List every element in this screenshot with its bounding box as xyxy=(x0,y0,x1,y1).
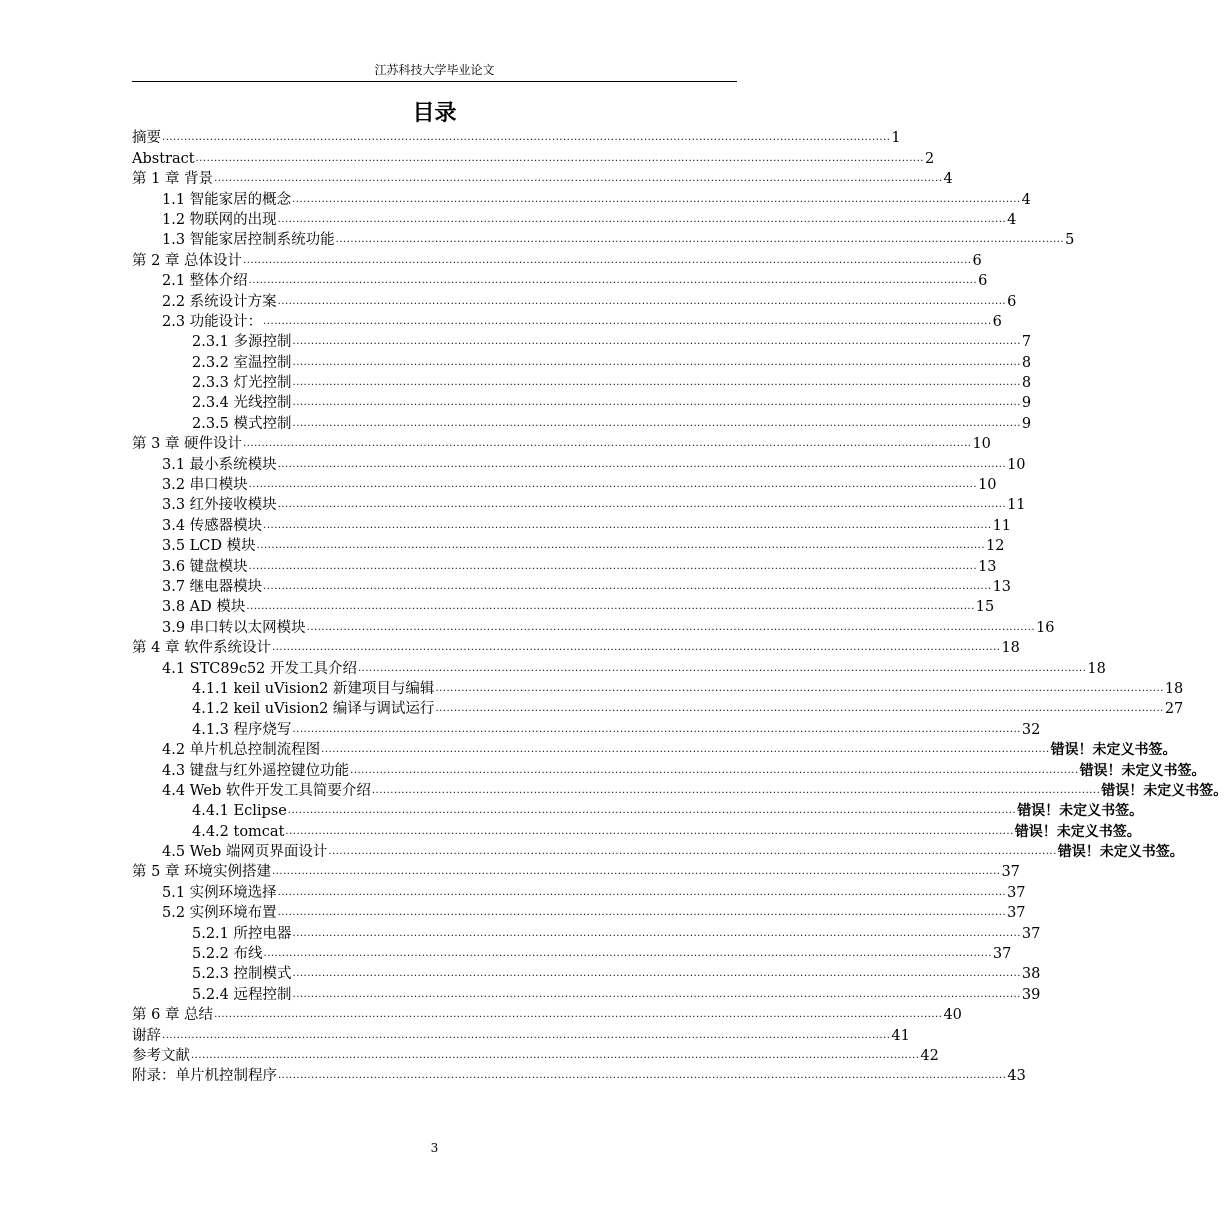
dot-leader: ...................................................................................................................................................................................................... xyxy=(162,132,891,144)
dot-leader: ...................................................................................................................................................................................................... xyxy=(243,254,972,266)
toc-entry-title: 5.2.2 布线 xyxy=(192,946,263,963)
toc-entry[interactable] xyxy=(132,923,1041,943)
dot-leader: ...................................................................................................................................................................................................... xyxy=(277,213,1007,225)
toc-entry[interactable] xyxy=(132,1066,1026,1086)
toc-entry-page: 43 xyxy=(1007,1068,1026,1085)
dot-leader: ...................................................................................................................................................................................................... xyxy=(292,968,1021,980)
toc-entry[interactable] xyxy=(132,821,1141,841)
toc-entry-title: 4.4.2 tomcat xyxy=(192,823,285,840)
toc-entry-page: 7 xyxy=(1021,334,1032,351)
toc-entry-title: 1.2 物联网的出现 xyxy=(162,211,277,228)
dot-leader: ...................................................................................................................................................................................................... xyxy=(292,397,1021,409)
dot-leader: ...................................................................................................................................................................................................... xyxy=(248,560,978,572)
dot-leader: ...................................................................................................................................................................................................... xyxy=(292,193,1021,205)
toc-entry-title: 第 2 章 总体设计 xyxy=(132,252,243,269)
toc-entry[interactable] xyxy=(132,291,1017,311)
toc-entry[interactable] xyxy=(132,658,1106,678)
toc-entry-title: 2.3.3 灯光控制 xyxy=(192,375,292,392)
dot-leader: ...................................................................................................................................................................................................... xyxy=(435,703,1164,715)
toc-entry[interactable] xyxy=(132,740,1177,760)
toc-entry-title: 5.1 实例环境选择 xyxy=(162,884,277,901)
toc-entry-title: 摘要 xyxy=(132,130,161,147)
toc-entry-page: 11 xyxy=(1007,497,1026,514)
dot-leader: ...................................................................................................................................................................................................... xyxy=(306,621,1036,633)
dot-leader: ...................................................................................................................................................................................................... xyxy=(263,948,992,960)
dot-leader: ...................................................................................................................................................................................................... xyxy=(292,927,1021,939)
toc-entry-title: 4.3 键盘与红外遥控键位功能 xyxy=(162,762,350,779)
toc-entry[interactable] xyxy=(132,1046,939,1066)
toc-entry[interactable] xyxy=(132,801,1144,821)
toc-entry-title: 第 5 章 环境实例搭建 xyxy=(132,864,272,881)
toc-entry-title: 5.2 实例环境布置 xyxy=(162,905,277,922)
toc-entry-title: 3.4 传感器模块 xyxy=(162,517,263,534)
toc-entry-page: 5 xyxy=(1065,232,1075,249)
toc-entry-page: 16 xyxy=(1036,619,1055,636)
toc-entry-page: 37 xyxy=(1001,864,1020,881)
toc-entry-page: 4 xyxy=(1021,191,1031,208)
toc-entry-title: 2.2 系统设计方案 xyxy=(162,293,277,310)
toc-entry-page: 27 xyxy=(1164,701,1184,718)
dot-leader: ...................................................................................................................................................................................................... xyxy=(335,234,1065,246)
toc-entry[interactable] xyxy=(132,271,988,291)
dot-leader: ...................................................................................................................................................................................................... xyxy=(195,152,924,164)
toc-entry[interactable] xyxy=(132,128,901,148)
dot-leader: ...................................................................................................................................................................................................... xyxy=(277,458,1007,470)
toc-entry[interactable] xyxy=(132,760,1206,780)
toc-entry[interactable] xyxy=(132,781,1227,801)
toc-entry[interactable] xyxy=(132,495,1026,515)
toc-entry-title: 3.3 红外接收模块 xyxy=(162,497,277,514)
toc-entry-error: 错误！未定义书签。 xyxy=(1017,803,1144,820)
page-number: 3 xyxy=(430,1141,439,1155)
toc-entry-page: 12 xyxy=(986,538,1005,555)
toc-entry-title: 第 3 章 硬件设计 xyxy=(132,436,243,453)
toc-entry[interactable] xyxy=(132,515,1012,535)
dot-leader: ...................................................................................................................................................................................................... xyxy=(246,601,975,613)
toc-entry-page: 6 xyxy=(972,252,982,269)
dot-leader: ...................................................................................................................................................................................................... xyxy=(248,275,978,287)
dot-leader: ...................................................................................................................................................................................................... xyxy=(191,1049,920,1061)
toc-entry-page: 37 xyxy=(1021,925,1041,942)
toc-entry[interactable] xyxy=(132,230,1075,250)
toc-entry-page: 13 xyxy=(992,578,1012,595)
dot-leader: ...................................................................................................................................................................................................... xyxy=(328,846,1057,858)
toc-entry[interactable] xyxy=(132,1005,962,1025)
toc-entry-page: 18 xyxy=(1087,660,1106,677)
dot-leader: ...................................................................................................................................................................................................... xyxy=(263,580,992,592)
toc-entry-page: 42 xyxy=(920,1047,939,1064)
dot-leader: ...................................................................................................................................................................................................... xyxy=(292,377,1021,389)
toc-entry-page: 8 xyxy=(1021,375,1032,392)
toc-entry[interactable] xyxy=(132,964,1041,984)
toc-entry[interactable] xyxy=(132,577,1012,597)
toc-entry-title: 5.2.3 控制模式 xyxy=(192,966,292,983)
toc-entry[interactable] xyxy=(132,454,1026,474)
toc-entry-title: 4.1.3 程序烧写 xyxy=(192,721,292,738)
toc-entry-title: 4.5 Web 端网页界面设计 xyxy=(162,844,328,861)
toc-entry[interactable] xyxy=(132,536,1005,556)
toc-entry[interactable] xyxy=(132,413,1032,433)
toc-entry-title: 1.3 智能家居控制系统功能 xyxy=(162,232,335,249)
dot-leader: ...................................................................................................................................................................................................... xyxy=(321,744,1050,756)
toc-entry-page: 8 xyxy=(1021,354,1032,371)
toc-entry[interactable] xyxy=(132,312,1002,332)
toc-entry-page: 6 xyxy=(992,313,1002,330)
toc-entry-title: 1.1 智能家居的概念 xyxy=(162,191,292,208)
toc-entry[interactable] xyxy=(132,617,1055,637)
toc-entry-title: 2.3.5 模式控制 xyxy=(192,415,292,432)
toc-entry-title: 2.1 整体介绍 xyxy=(162,273,248,290)
toc-entry-page: 37 xyxy=(992,946,1012,963)
toc-entry-error: 错误！未定义书签。 xyxy=(1101,782,1227,799)
toc-entry-title: 4.1 STC89c52 开发工具介绍 xyxy=(162,660,357,677)
toc-entry-title: 3.5 LCD 模块 xyxy=(162,538,256,555)
toc-entry[interactable] xyxy=(132,210,1017,230)
toc-entry-title: 3.1 最小系统模块 xyxy=(162,456,277,473)
toc-entry-page: 15 xyxy=(975,599,995,616)
toc-entry-title: 3.8 AD 模块 xyxy=(162,599,246,616)
dot-leader: ...................................................................................................................................................................................................... xyxy=(248,479,978,491)
toc-entry-page: 10 xyxy=(978,477,997,494)
dot-leader: ...................................................................................................................................................................................................... xyxy=(292,723,1021,735)
dot-leader: ...................................................................................................................................................................................................... xyxy=(371,784,1101,796)
toc-entry[interactable] xyxy=(132,638,1020,658)
table-of-contents xyxy=(132,128,1227,1086)
toc-entry-page: 9 xyxy=(1021,395,1032,412)
toc-entry[interactable] xyxy=(132,719,1041,739)
dot-leader: ...................................................................................................................................................................................................... xyxy=(358,662,1087,674)
toc-entry[interactable] xyxy=(132,352,1032,372)
toc-entry-page: 18 xyxy=(1001,640,1020,657)
toc-entry-title: 谢辞 xyxy=(132,1027,161,1044)
dot-leader: ...................................................................................................................................................................................................... xyxy=(272,642,1001,654)
dot-leader: ...................................................................................................................................................................................................... xyxy=(214,1009,943,1021)
toc-entry-error: 错误！未定义书签。 xyxy=(1050,742,1177,759)
toc-entry[interactable] xyxy=(132,1025,910,1045)
toc-entry[interactable] xyxy=(132,148,935,168)
toc-entry-page: 38 xyxy=(1021,966,1041,983)
toc-entry[interactable] xyxy=(132,250,982,270)
toc-entry-page: 6 xyxy=(978,273,988,290)
toc-entry-page: 6 xyxy=(1007,293,1017,310)
toc-entry-title: 4.2 单片机总控制流程图 xyxy=(162,742,321,759)
toc-title: 目录 xyxy=(412,101,457,126)
toc-entry[interactable] xyxy=(132,332,1032,352)
toc-entry[interactable] xyxy=(132,169,953,189)
toc-entry-title: 3.2 串口模块 xyxy=(162,477,248,494)
toc-entry-page: 37 xyxy=(1007,884,1026,901)
toc-entry[interactable] xyxy=(132,189,1031,209)
toc-entry-title: 附录：单片机控制程序 xyxy=(132,1068,277,1085)
toc-entry-title: 第 6 章 总结 xyxy=(132,1007,214,1024)
toc-entry-page: 1 xyxy=(891,130,901,147)
toc-entry-title: 第 4 章 软件系统设计 xyxy=(132,640,272,657)
dot-leader: ...................................................................................................................................................................................................... xyxy=(292,336,1021,348)
toc-entry[interactable] xyxy=(132,475,997,495)
toc-entry-title: 2.3.4 光线控制 xyxy=(192,395,292,412)
toc-entry-error: 错误！未定义书签。 xyxy=(1057,844,1184,861)
dot-leader: ...................................................................................................................................................................................................... xyxy=(272,866,1001,878)
toc-entry-title: 4.4.1 Eclipse xyxy=(192,803,287,820)
dot-leader: ...................................................................................................................................................................................................... xyxy=(277,295,1007,307)
dot-leader: ...................................................................................................................................................................................................... xyxy=(292,988,1021,1000)
toc-entry-title: 4.1.1 keil uVision2 新建项目与编辑 xyxy=(192,680,435,697)
toc-entry-title: 2.3 功能设计： xyxy=(162,313,263,330)
toc-entry[interactable] xyxy=(132,373,1032,393)
dot-leader: ...................................................................................................................................................................................................... xyxy=(292,356,1021,368)
toc-entry-error: 错误！未定义书签。 xyxy=(1079,762,1206,779)
dot-leader: ...................................................................................................................................................................................................... xyxy=(292,417,1021,429)
toc-entry-page: 37 xyxy=(1007,905,1026,922)
toc-entry[interactable] xyxy=(132,903,1026,923)
toc-entry[interactable] xyxy=(132,984,1041,1004)
toc-entry-title: 2.3.2 室温控制 xyxy=(192,354,292,371)
dot-leader: ...................................................................................................................................................................................................... xyxy=(263,315,992,327)
toc-entry[interactable] xyxy=(132,882,1026,902)
toc-entry[interactable] xyxy=(132,597,995,617)
toc-entry[interactable] xyxy=(132,556,997,576)
toc-entry-page: 40 xyxy=(943,1007,962,1024)
toc-entry-page: 4 xyxy=(943,171,953,188)
dot-leader: ...................................................................................................................................................................................................... xyxy=(285,825,1014,837)
toc-entry[interactable] xyxy=(132,393,1032,413)
toc-entry-title: 5.2.4 远程控制 xyxy=(192,986,292,1003)
toc-entry-title: Abstract xyxy=(132,150,195,167)
toc-entry-page: 32 xyxy=(1021,721,1041,738)
toc-entry-page: 4 xyxy=(1007,211,1017,228)
toc-entry-title: 3.7 继电器模块 xyxy=(162,578,263,595)
dot-leader: ...................................................................................................................................................................................................... xyxy=(350,764,1079,776)
toc-entry-title: 4.1.2 keil uVision2 编译与调试运行 xyxy=(192,701,435,718)
dot-leader: ...................................................................................................................................................................................................... xyxy=(263,519,992,531)
dot-leader: ...................................................................................................................................................................................................... xyxy=(435,682,1164,694)
toc-entry-page: 41 xyxy=(891,1027,910,1044)
toc-entry-error: 错误！未定义书签。 xyxy=(1014,823,1141,840)
dot-leader: ...................................................................................................................................................................................................... xyxy=(162,1029,891,1041)
toc-entry-title: 4.4 Web 软件开发工具简要介绍 xyxy=(162,782,371,799)
toc-entry-page: 10 xyxy=(972,436,991,453)
dot-leader: ...................................................................................................................................................................................................... xyxy=(287,805,1017,817)
toc-entry[interactable] xyxy=(132,679,1184,699)
running-header: 江苏科技大学毕业论文 xyxy=(132,61,737,82)
toc-entry[interactable] xyxy=(132,862,1020,882)
toc-entry-page: 18 xyxy=(1164,680,1184,697)
toc-entry-title: 3.6 键盘模块 xyxy=(162,558,248,575)
toc-entry-page: 2 xyxy=(924,150,935,167)
dot-leader: ...................................................................................................................................................................................................... xyxy=(277,499,1007,511)
toc-entry-page: 9 xyxy=(1021,415,1032,432)
toc-entry-title: 2.3.1 多源控制 xyxy=(192,334,292,351)
dot-leader: ...................................................................................................................................................................................................... xyxy=(278,1070,1007,1082)
toc-entry[interactable] xyxy=(132,842,1184,862)
dot-leader: ...................................................................................................................................................................................................... xyxy=(277,886,1007,898)
dot-leader: ...................................................................................................................................................................................................... xyxy=(214,173,943,185)
toc-entry[interactable] xyxy=(132,699,1184,719)
toc-entry-title: 第 1 章 背景 xyxy=(132,171,214,188)
toc-entry-page: 39 xyxy=(1021,986,1041,1003)
toc-entry-page: 11 xyxy=(992,517,1012,534)
toc-entry[interactable] xyxy=(132,434,991,454)
toc-entry-title: 3.9 串口转以太网模块 xyxy=(162,619,306,636)
dot-leader: ...................................................................................................................................................................................................... xyxy=(243,438,972,450)
toc-entry-title: 参考文献 xyxy=(132,1047,190,1064)
dot-leader: ...................................................................................................................................................................................................... xyxy=(277,907,1007,919)
toc-entry[interactable] xyxy=(132,944,1012,964)
toc-entry-page: 13 xyxy=(978,558,997,575)
toc-entry-title: 5.2.1 所控电器 xyxy=(192,925,292,942)
dot-leader: ...................................................................................................................................................................................................... xyxy=(256,540,986,552)
toc-entry-page: 10 xyxy=(1007,456,1026,473)
